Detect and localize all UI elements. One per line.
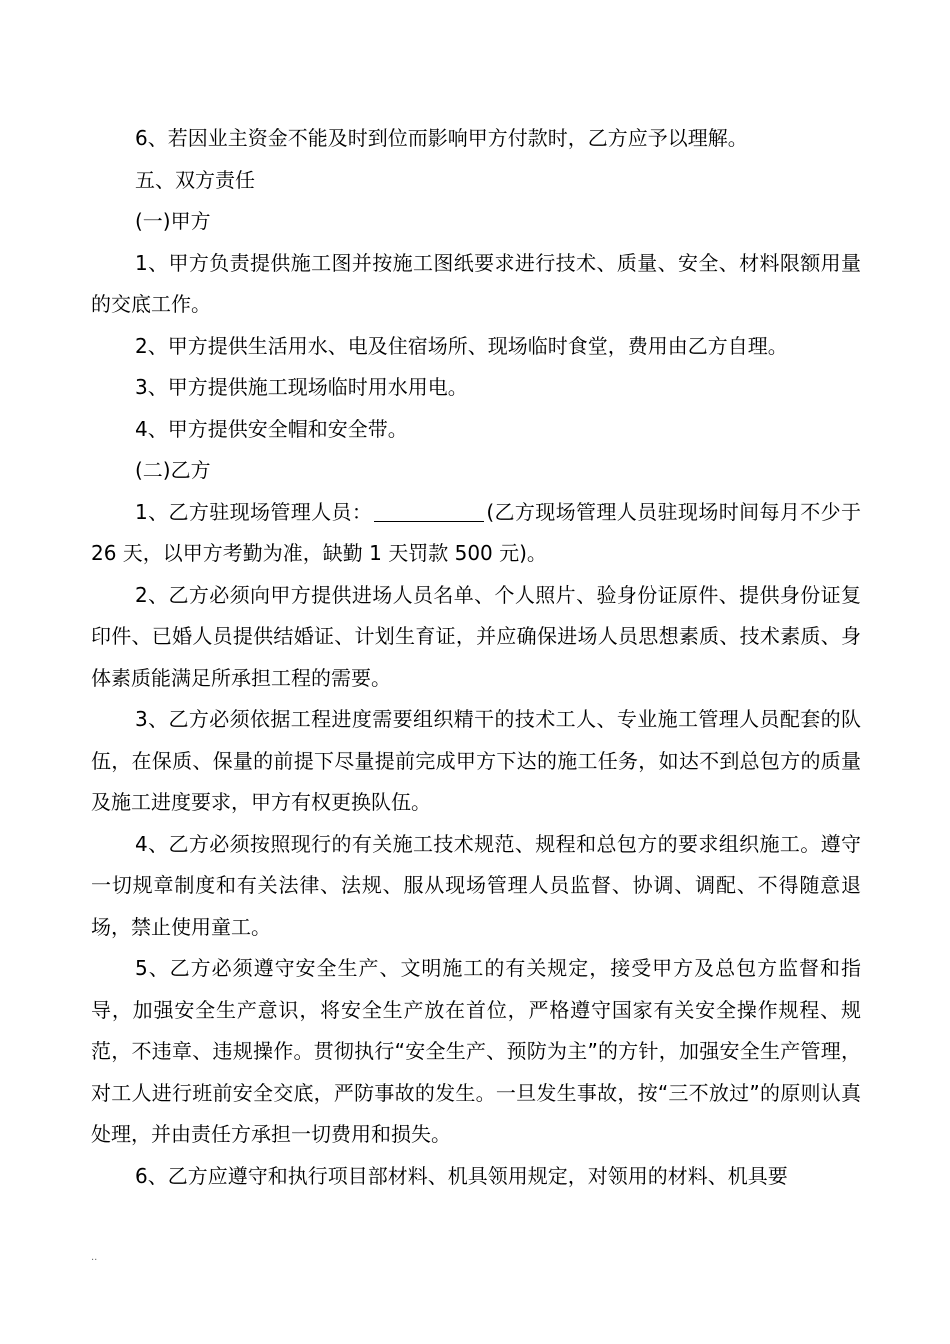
subsection-heading: (二)乙方 (135, 458, 211, 482)
paragraph: 2、甲方提供生活用水、电及住宿场所、现场临时食堂，费用由乙方自理。 (135, 333, 788, 358)
paragraph: 5、乙方必须遵守安全生产、文明施工的有关规定，接受甲方及总包方监督和指导，加强安全生产意识，将安全生产放在首位，严格遵守国家有关安全操作规程、规范，不违章、违规操作。贯彻执行“安全生产、预防为主”的方针，加强安全生产管理，对工人进行班前安全交底，严防事故的发生。一旦发生事故，按“三不放过”的原则认真处理，并由责任方承担一切费用和损失。 (91, 956, 861, 1146)
fill-in-blank (374, 495, 484, 522)
document-body (91, 118, 861, 1197)
paragraph: 4、甲方提供安全帽和安全带。 (135, 416, 408, 441)
paragraph: 6、若因业主资金不能及时到位而影响甲方付款时，乙方应予以理解。 (135, 126, 748, 150)
staff-clause-tail: (乙方现场管理人员驻现场时间每月不少于 26 天，以甲方考勤为准，缺勤 1 天罚款 500 元)。 (91, 499, 861, 565)
section-heading: 五、双方责任 (135, 167, 255, 192)
footer-mark: .. (91, 1252, 98, 1263)
paragraph: 4、乙方必须按照现行的有关施工技术规范、规程和总包方的要求组织施工。遵守一切规章制度和有关法律、法规、服从现场管理人员监督、协调、调配、不得随意退场，禁止使用童工。 (91, 831, 861, 939)
paragraph: 3、甲方提供施工现场临时用水用电。 (135, 375, 468, 399)
paragraph: 6、乙方应遵守和执行项目部材料、机具领用规定，对领用的材料、机具要 (135, 1163, 788, 1188)
staff-clause-lead: 1、乙方驻现场管理人员： (135, 499, 373, 524)
staff-clause (91, 492, 861, 575)
paragraph: 1、甲方负责提供施工图并按施工图纸要求进行技术、质量、安全、材料限额用量的交底工作。 (91, 250, 861, 316)
subsection-heading: (一)甲方 (135, 209, 211, 233)
paragraph: 3、乙方必须依据工程进度需要组织精干的技术工人、专业施工管理人员配套的队伍，在保质、保量的前提下尽量提前完成甲方下达的施工任务，如达不到总包方的质量及施工进度要求，甲方有权更换队伍。 (91, 707, 861, 814)
paragraph: 2、乙方必须向甲方提供进场人员名单、个人照片、验身份证原件、提供身份证复印件、已婚人员提供结婚证、计划生育证，并应确保进场人员思想素质、技术素质、身体素质能满足所承担工程的需要。 (91, 582, 861, 690)
